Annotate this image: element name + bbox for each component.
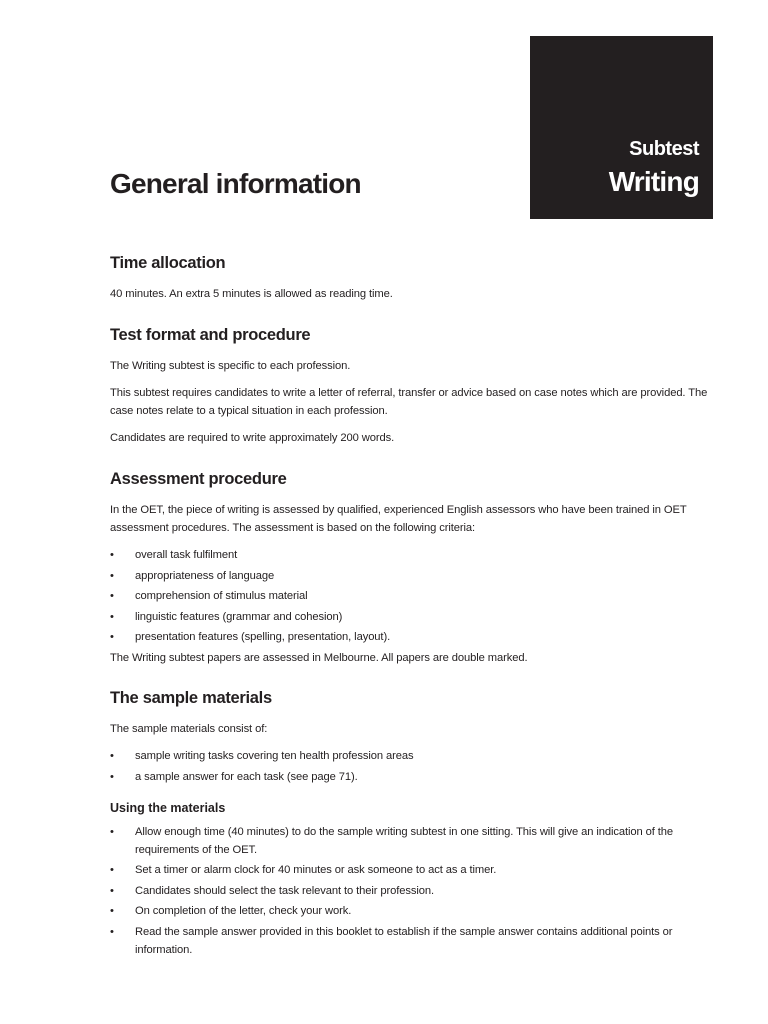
paragraph: The Writing subtest papers are assessed in Melbourne. All papers are double marked. bbox=[110, 651, 528, 664]
list-item: • Set a timer or alarm clock for 40 minutes or ask someone to act as a timer. bbox=[110, 861, 710, 879]
section-test-format bbox=[110, 326, 710, 447]
page-title: General information bbox=[110, 168, 361, 199]
using-list bbox=[110, 823, 710, 959]
section-heading: Test format and procedure bbox=[110, 326, 311, 344]
section-using-materials bbox=[110, 801, 710, 959]
sample-list bbox=[110, 747, 710, 786]
paragraph: Candidates are required to write approximately 200 words. bbox=[110, 432, 395, 444]
list-item: • appropriateness of language bbox=[110, 567, 710, 585]
list-item: • overall task fulfilment bbox=[110, 546, 710, 564]
criteria-list bbox=[110, 546, 710, 646]
subtest-box bbox=[530, 36, 713, 219]
subtest-name: Writing bbox=[608, 166, 699, 197]
list-item: • sample writing tasks covering ten health profession areas bbox=[110, 747, 710, 765]
subtest-label: Subtest bbox=[629, 138, 699, 160]
list-item: • comprehension of stimulus material bbox=[110, 587, 710, 605]
section-sample-materials bbox=[110, 689, 710, 786]
list-item: • a sample answer for each task (see page 71). bbox=[110, 768, 710, 786]
paragraph: The sample materials consist of: bbox=[110, 722, 268, 735]
list-item: • On completion of the letter, check your work. bbox=[110, 902, 710, 920]
paragraph: The Writing subtest is specific to each profession. bbox=[110, 360, 351, 372]
paragraph: In the OET, the piece of writing is assessed by qualified, experienced English assessors who have been trained in OET assessment procedures. The assessment is based on the following criteria: bbox=[110, 504, 687, 534]
list-item: • presentation features (spelling, presentation, layout). bbox=[110, 628, 710, 646]
paragraph: 40 minutes. An extra 5 minutes is allowed as reading time. bbox=[110, 288, 393, 300]
section-heading: Assessment procedure bbox=[110, 470, 287, 488]
section-time-allocation bbox=[110, 254, 710, 303]
paragraph: This subtest requires candidates to write a letter of referral, transfer or advice based on case notes which are provided. The case notes relate to a typical situation in each profession. bbox=[110, 387, 708, 417]
list-item: • linguistic features (grammar and cohesion) bbox=[110, 608, 710, 626]
list-item: • Read the sample answer provided in this booklet to establish if the sample answer contains additional points or information. bbox=[110, 923, 710, 959]
section-heading: The sample materials bbox=[110, 688, 272, 707]
subsection-heading: Using the materials bbox=[110, 800, 226, 815]
section-assessment-procedure bbox=[110, 470, 710, 667]
document-body bbox=[110, 254, 710, 981]
list-item: • Allow enough time (40 minutes) to do the sample writing subtest in one sitting. This will give an indication of the requirements of the OET. bbox=[110, 823, 710, 859]
list-item: • Candidates should select the task relevant to their profession. bbox=[110, 882, 710, 900]
section-heading: Time allocation bbox=[110, 254, 226, 272]
